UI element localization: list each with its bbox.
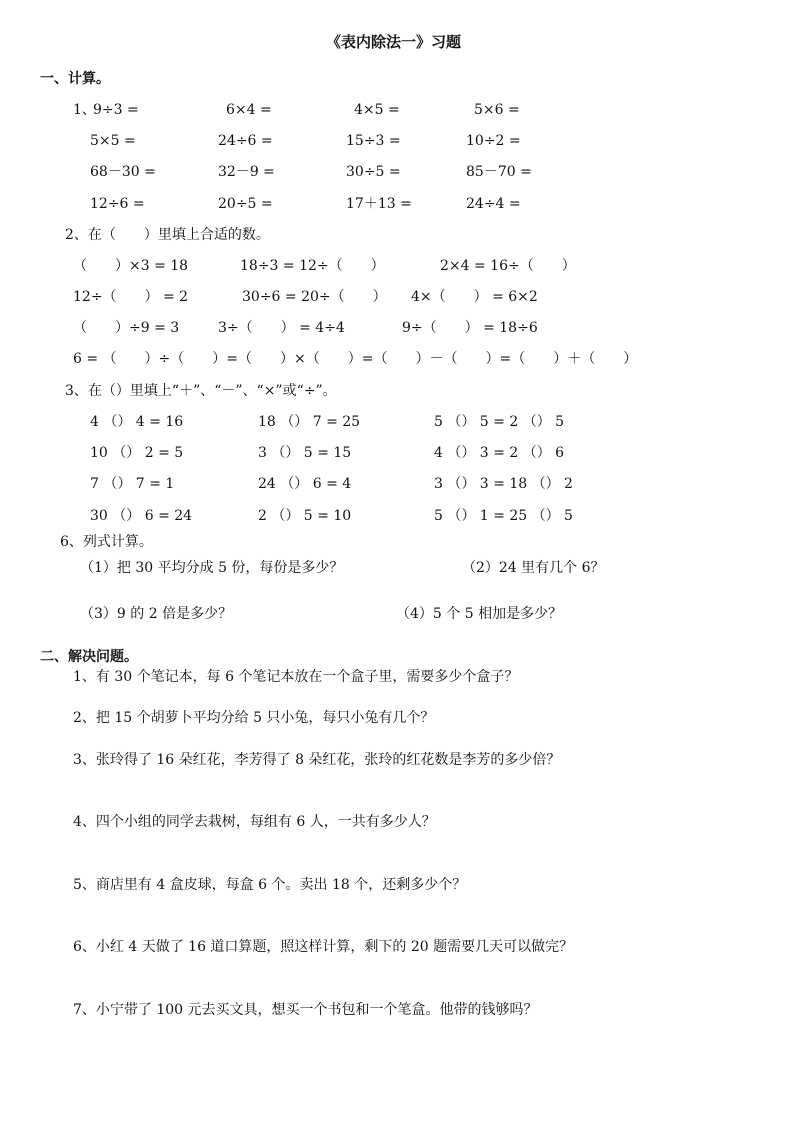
q3-r2-c2: 3 （） 3 = 18 （） 2 [434,476,573,492]
q1-r2-c0: 68－30 = [90,164,156,180]
q1-r0-c3: 5×6 = [474,102,520,118]
q3-r0-c2: 5 （） 5 = 2 （） 5 [434,414,565,430]
q1-r0-c1: 6×4 = [226,102,272,118]
q1-label: 1、 [73,102,96,118]
problem-3: 3、张玲得了 16 朵红花，李芳得了 8 朵红花，张玲的红花数是李芳的多少倍？ [73,752,561,768]
problem-1: 1、有 30 个笔记本，每 6 个笔记本放在一个盒子里，需要多少个盒子？ [73,669,519,685]
q1-r1-c1: 24÷6 = [218,133,273,149]
section-1-heading: 一、计算。 [40,71,110,87]
q2-r0-c2: 2×4 = 16÷（ ） [440,258,576,274]
q1-r1-c0: 5×5 = [90,133,136,149]
q1-r3-c2: 17＋13 = [346,196,412,212]
q3-r3-c0: 30 （） 6 = 24 [90,508,193,524]
q2-r0-c1: 18÷3 = 12÷（ ） [240,258,385,274]
q3-r1-c1: 3 （） 5 = 15 [258,445,352,461]
problem-7: 7、小宁带了 100 元去买文具，想买一个书包和一个笔盒。他带的钱够吗？ [73,1002,538,1018]
q1-r2-c2: 30÷5 = [346,164,401,180]
q1-r3-c3: 24÷4 = [466,196,521,212]
problem-6: 6、小红 4 天做了 16 道口算题，照这样计算，剩下的 20 题需要几天可以做完？ [73,939,574,955]
q1-r0-c2: 4×5 = [354,102,400,118]
q3-r1-c2: 4 （） 3 = 2 （） 6 [434,445,565,461]
q1-r2-c3: 85－70 = [466,164,532,180]
q1-r1-c2: 15÷3 = [346,133,401,149]
problem-5: 5、商店里有 4 盒皮球，每盒 6 个。卖出 18 个，还剩多少个？ [73,877,467,893]
q3-r3-c1: 2 （） 5 = 10 [258,508,352,524]
q2-r1-c1: 30÷6 = 20÷（ ） [242,289,387,305]
q1-r2-c1: 32－9 = [218,164,275,180]
q2-r2-c0: （ ）÷9 = 3 [73,320,180,336]
q1-r0-c0: 9÷3 = [93,102,139,118]
q3-r0-c1: 18 （） 7 = 25 [258,414,361,430]
q2-r3-c0: 6 = （ ）÷（ ）=（ ）×（ ）=（ ）－（ ）=（ ）＋（ ） [73,351,638,367]
q6-label: 6、列式计算。 [60,534,153,550]
page-title: 《表内除法一》习题 [326,33,462,51]
q1-r3-c0: 12÷6 = [90,196,145,212]
q6-item-1: （1）把 30 平均分成 5 份，每份是多少？ [80,560,344,576]
q3-r2-c1: 24 （） 6 = 4 [258,476,352,492]
q3-label: 3、在（）里填上“＋”、“－”、“×”或“÷”。 [65,383,337,399]
q3-r3-c2: 5 （） 1 = 25 （） 5 [434,508,573,524]
problem-4: 4、四个小组的同学去栽树，每组有 6 人，一共有多少人？ [73,814,436,830]
q3-r1-c0: 10 （） 2 = 5 [90,445,184,461]
q6-item-3: （3）9 的 2 倍是多少？ [80,606,233,622]
section-2-heading: 二、解决问题。 [40,649,138,665]
q2-r1-c2: 4×（ ） = 6×2 [411,289,538,305]
q3-r2-c0: 7 （） 7 = 1 [90,476,175,492]
q3-r0-c0: 4 （） 4 = 16 [90,414,184,430]
problem-2: 2、把 15 个胡萝卜平均分给 5 只小兔，每只小兔有几个？ [73,710,435,726]
q2-r2-c2: 9÷（ ） = 18÷6 [402,320,538,336]
q1-r1-c3: 10÷2 = [466,133,521,149]
q2-r2-c1: 3÷（ ） = 4÷4 [218,320,345,336]
q6-item-4: （4）5 个 5 相加是多少？ [396,606,563,622]
q6-item-2: （2）24 里有几个 6？ [462,560,605,576]
q2-r1-c0: 12÷（ ） = 2 [73,289,189,305]
q1-r3-c1: 20÷5 = [218,196,273,212]
q2-label: 2、在（ ）里填上合适的数。 [65,227,270,243]
q2-r0-c0: （ ）×3 = 18 [73,258,189,274]
